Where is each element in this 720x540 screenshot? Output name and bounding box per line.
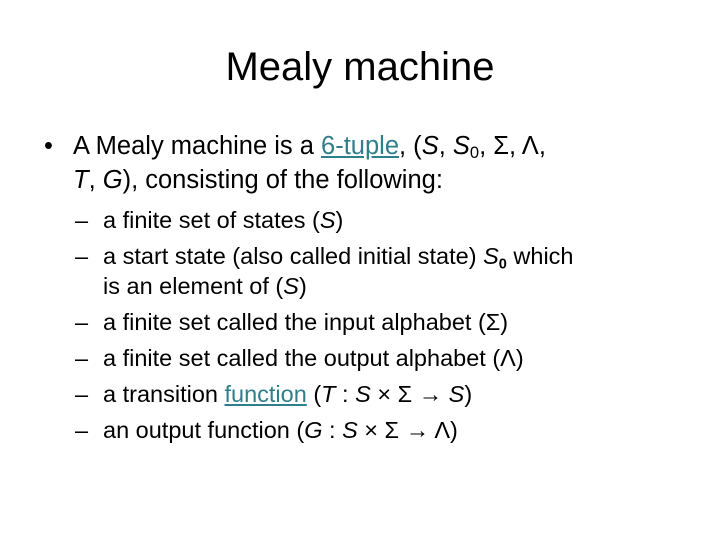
colon: : xyxy=(322,417,343,443)
sub-item-text: an output function ( xyxy=(103,417,305,443)
bullet-sigma-lambda: , Σ, Λ, xyxy=(479,132,546,160)
sub-item-text-end: ) xyxy=(298,273,307,299)
dash: – xyxy=(75,345,89,371)
dash: – xyxy=(75,309,89,335)
var-s: S xyxy=(421,132,439,160)
sub-item-transition-function xyxy=(75,379,695,409)
sub-item-text: a finite set called the input alphabet (Σ) xyxy=(103,309,509,335)
var-s0: S xyxy=(452,132,470,160)
sub-item-start-state xyxy=(75,241,695,301)
sub-item-text-which: which xyxy=(506,243,574,269)
var-s: S xyxy=(283,273,299,299)
sub-item-input-alphabet xyxy=(75,307,695,337)
dash: – xyxy=(75,243,89,269)
sub-item-output-alphabet xyxy=(75,343,695,373)
var-t: T xyxy=(321,381,336,407)
sub-item-text: a finite set called the output alphabet (Λ) xyxy=(103,345,524,371)
sub-item-text-end: ) xyxy=(464,381,473,407)
var-s0: S xyxy=(483,243,499,269)
sub-list xyxy=(75,205,695,451)
sub-item-text: a start state (also called initial state) xyxy=(103,243,484,269)
var-s: S xyxy=(342,417,358,443)
dash: – xyxy=(75,207,89,233)
var-g: G xyxy=(102,166,123,194)
sub-item-text: a finite set of states ( xyxy=(103,207,320,233)
main-bullet xyxy=(44,129,684,197)
dash: – xyxy=(75,417,89,443)
var-s: S xyxy=(448,381,465,407)
sub-item-text-end: ) xyxy=(335,207,344,233)
bullet-text-paren: , ( xyxy=(399,132,422,160)
slide-title: Mealy machine xyxy=(225,45,495,89)
dash: – xyxy=(75,381,89,407)
six-tuple-link[interactable]: 6-tuple xyxy=(321,132,400,160)
sub-item-output-function xyxy=(75,415,695,445)
cross-product-arrow: × Σ → Λ) xyxy=(357,417,458,443)
sub-item-paren: ( xyxy=(306,381,322,407)
cross-product-arrow: × Σ → xyxy=(370,381,449,407)
sub-item-text-line2: is an element of ( xyxy=(103,273,284,299)
bullet-marker: • xyxy=(44,132,53,160)
bullet-text-start: A Mealy machine is a xyxy=(73,132,322,160)
var-s0-subscript: 0 xyxy=(498,256,507,273)
function-link[interactable]: function xyxy=(224,381,307,407)
bullet-comma-1: , xyxy=(438,132,453,160)
main-bullet-text xyxy=(73,129,684,197)
bullet-comma-2: , xyxy=(88,166,103,194)
var-s0-subscript: 0 xyxy=(469,143,480,163)
sub-item-states xyxy=(75,205,695,235)
var-s: S xyxy=(355,381,371,407)
var-s: S xyxy=(319,207,336,233)
colon: : xyxy=(335,381,356,407)
sub-item-text: a transition xyxy=(103,381,225,407)
var-t: T xyxy=(73,166,89,194)
bullet-text-end: ), consisting of the following: xyxy=(122,166,443,194)
var-g: G xyxy=(304,417,323,443)
